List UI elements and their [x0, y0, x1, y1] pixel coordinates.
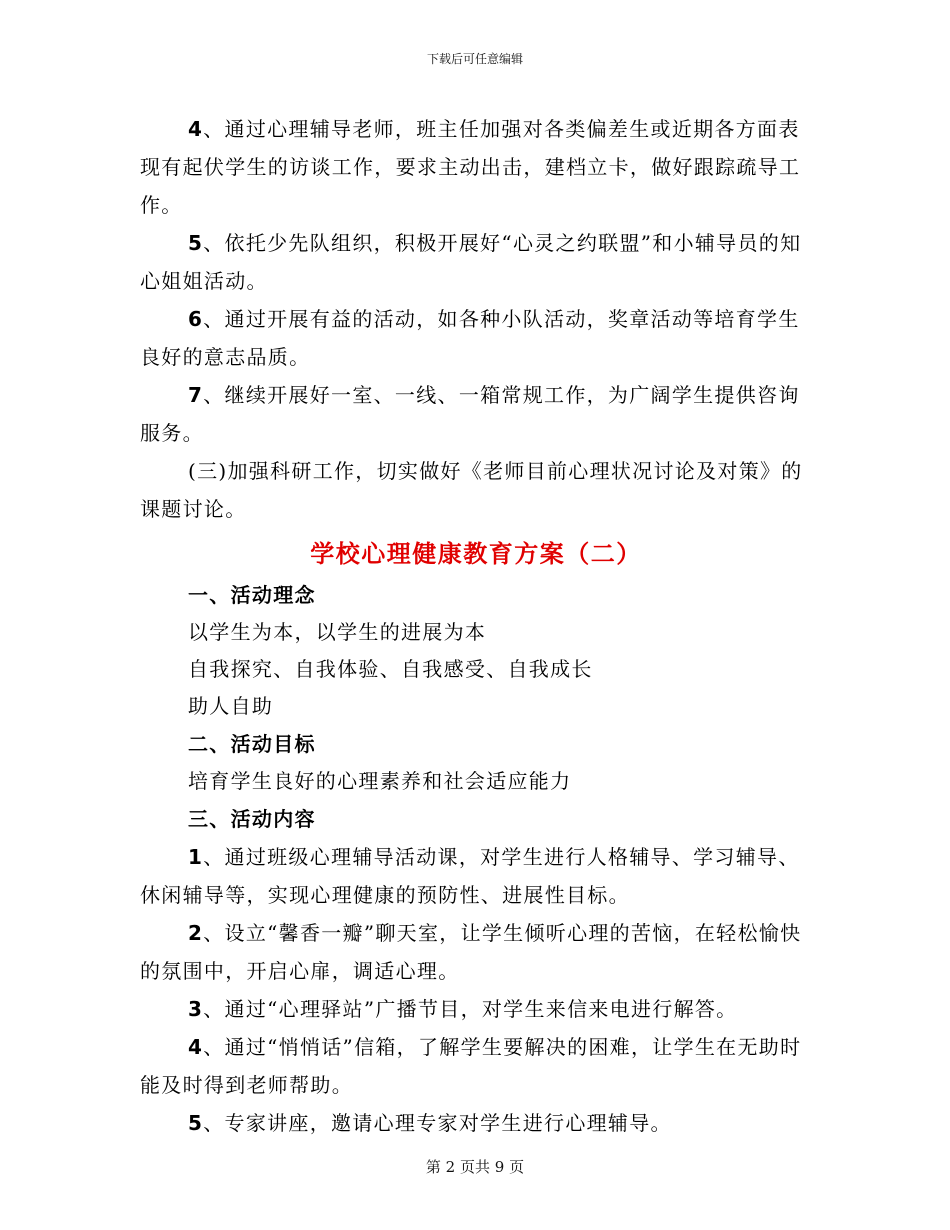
item-number: 4 [188, 1035, 204, 1059]
paragraph-text: 、通过班级心理辅导活动课，对学生进行人格辅导、学习辅导、休闲辅导等，实现心理健康的预防性、进展性目标。 [140, 845, 800, 907]
paragraph-text: 、设立“馨香一瓣”聊天室，让学生倾听心理的苦恼，在轻松愉快的氛围中，开启心扉，调适心理。 [140, 921, 802, 983]
paragraph-text: 、通过“悄悄话”信箱，了解学生要解决的困难，让学生在无助时能及时得到老师帮助。 [140, 1035, 802, 1097]
document-title: 学校心理健康教育方案（二） [310, 540, 642, 568]
section-heading-1: 一、活动理念 [188, 583, 316, 607]
content-item-1 [140, 838, 812, 914]
paragraph-text: 、依托少先队组织，积极开展好“心灵之约联盟”和小辅导员的知心姐姐活动。 [140, 231, 802, 293]
content-item-3 [140, 990, 812, 1028]
item-number: 6 [188, 307, 204, 331]
paragraph-6 [140, 300, 812, 376]
paragraph-research [140, 452, 812, 528]
content-item-2 [140, 914, 812, 990]
paragraph-text: (三)加强科研工作，切实做好《老师目前心理状况讨论及对策》的课题讨论。 [140, 459, 803, 521]
goal-line: 培育学生良好的心理素养和社会适应能力 [188, 769, 572, 793]
paragraph-7 [140, 376, 812, 452]
page-header: 下载后可任意编辑 [426, 52, 523, 66]
paragraph-text: 、通过开展有益的活动，如各种小队活动，奖章活动等培育学生良好的意志品质。 [140, 307, 800, 369]
paragraph-text: 、通过“心理驿站”广播节目，对学生来信来电进行解答。 [203, 997, 738, 1021]
concept-line: 自我探究、自我体验、自我感受、自我成长 [188, 657, 593, 681]
paragraph-text: 、继续开展好一室、一线、一箱常规工作，为广阔学生提供咨询服务。 [140, 383, 800, 445]
concept-line: 以学生为本，以学生的进展为本 [188, 620, 487, 644]
page-footer: 第 2 页共 9 页 [425, 1158, 525, 1176]
content-item-5 [140, 1104, 812, 1142]
item-number: 1 [188, 845, 204, 869]
item-number: 5 [188, 231, 204, 255]
item-number: 5 [188, 1111, 204, 1135]
section-heading-2: 二、活动目标 [188, 732, 316, 756]
content-item-4 [140, 1028, 812, 1104]
item-number: 3 [188, 997, 204, 1021]
paragraph-4 [140, 110, 812, 224]
concept-line: 助人自助 [188, 694, 274, 718]
section-heading-3: 三、活动内容 [188, 807, 316, 831]
paragraph-5 [140, 224, 812, 300]
paragraph-text: 、通过心理辅导老师，班主任加强对各类偏差生或近期各方面表现有起伏学生的访谈工作，要求主动出击，建档立卡，做好跟踪疏导工作。 [140, 117, 801, 217]
paragraph-text: 、专家讲座，邀请心理专家对学生进行心理辅导。 [203, 1111, 672, 1135]
item-number: 7 [188, 383, 204, 407]
item-number: 4 [188, 117, 204, 141]
item-number: 2 [188, 921, 204, 945]
document-body [140, 110, 812, 1142]
